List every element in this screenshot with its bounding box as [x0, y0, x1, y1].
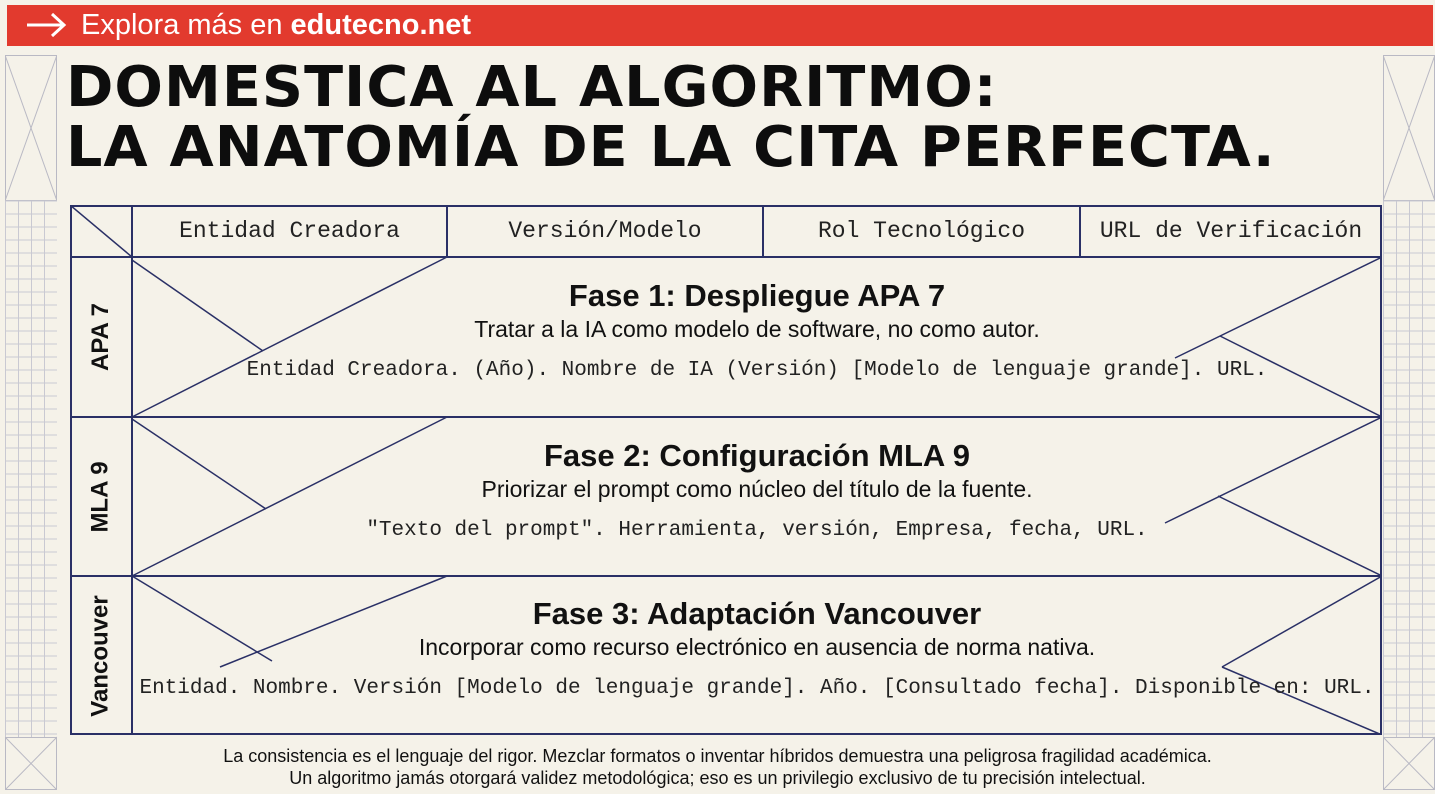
citation-format: "Texto del prompt". Herramienta, versión, Empresa, fecha, URL.	[366, 519, 1148, 542]
title-line-1: DOMESTICA AL ALGORITMO:	[66, 55, 998, 120]
citation-format: Entidad Creadora. (Año). Nombre de IA (Versión) [Modelo de lenguaje grande]. URL.	[246, 359, 1268, 382]
page-title	[66, 55, 1276, 180]
phase-subtitle: Incorporar como recurso electrónico en ausencia de norma nativa.	[418, 634, 1096, 660]
footer-note	[160, 745, 1275, 789]
row-label-apa7: APA 7	[87, 302, 115, 372]
phase-title: Fase 2: Configuración MLA 9	[543, 438, 970, 473]
phase-title: Fase 1: Despliegue APA 7	[568, 278, 946, 313]
left-grid-decoration	[5, 55, 57, 790]
right-grid-decoration	[1383, 55, 1435, 790]
phase-title: Fase 3: Adaptación Vancouver	[532, 596, 982, 631]
phase-vancouver	[132, 596, 1382, 700]
phase-apa7	[132, 278, 1382, 382]
footer-line-2: Un algoritmo jamás otorgará validez metodológica; eso es un privilegio exclusivo de tu precisión intelectual.	[289, 768, 1146, 788]
title-line-2: LA ANATOMÍA DE LA CITA PERFECTA.	[66, 115, 1276, 180]
header-url-verificacion: URL de Verificación	[1099, 218, 1363, 244]
footer-line-1: La consistencia es el lenguaje del rigor. Mezclar formatos o inventar híbridos demuestra una peligrosa fragilidad académica.	[223, 746, 1212, 766]
top-banner[interactable]	[7, 5, 1433, 46]
phase-subtitle: Tratar a la IA como modelo de software, no como autor.	[474, 316, 1040, 342]
header-rol-tecnologico: Rol Tecnológico	[817, 218, 1026, 244]
row-label-vancouver: Vancouver	[87, 594, 114, 717]
citation-table	[70, 205, 1382, 735]
citation-format: Entidad. Nombre. Versión [Modelo de lenguaje grande]. Año. [Consultado fecha]. Disponible en: URL.	[139, 677, 1375, 700]
right-arrow-icon	[23, 5, 71, 46]
header-version-modelo: Versión/Modelo	[508, 218, 702, 244]
phase-subtitle: Priorizar el prompt como núcleo del título de la fuente.	[481, 476, 1033, 502]
banner-text: Explora más en edutecno.net	[81, 9, 472, 41]
row-label-mla9: MLA 9	[87, 460, 115, 533]
header-entidad-creadora: Entidad Creadora	[179, 218, 400, 244]
banner-site-link[interactable]: edutecno.net	[290, 9, 472, 41]
phase-mla9	[132, 438, 1382, 542]
